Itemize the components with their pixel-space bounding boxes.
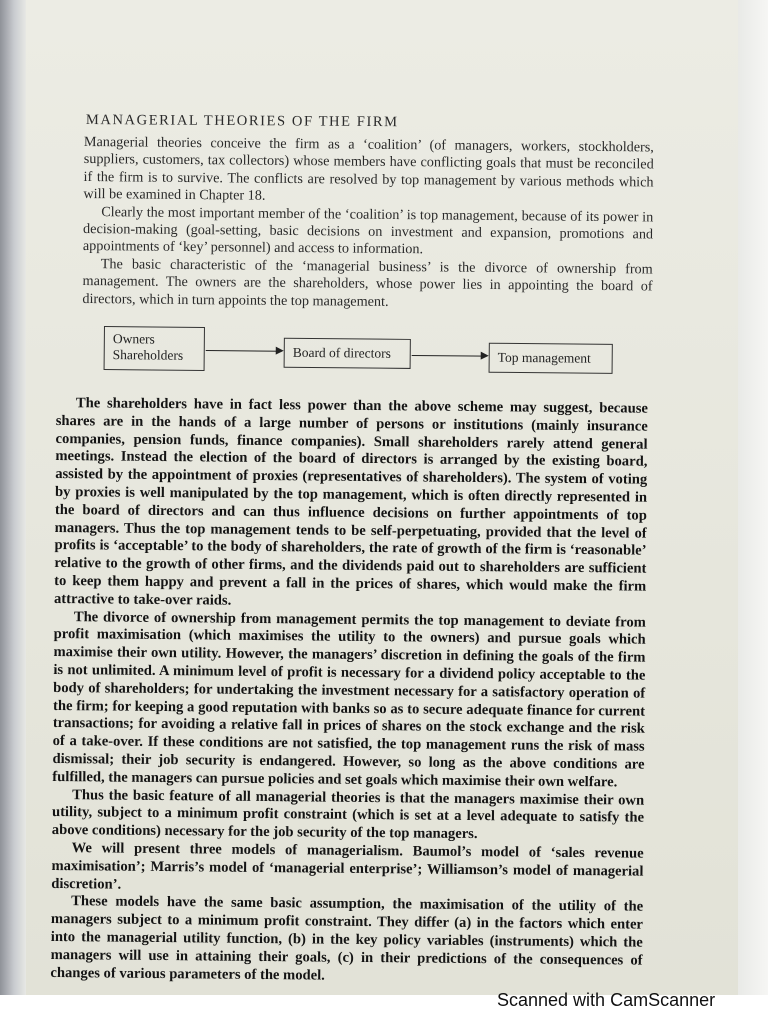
intro-paragraph-3: The basic characteristic of the ‘managerial business’ is the divorce of ownership from management. The owners are the shareholders, whose power lies in appointing the board of directors, which in turn appoints the top management.	[82, 256, 653, 310]
page-right-margin	[736, 0, 768, 995]
arrow-right-icon	[412, 355, 487, 357]
ownership-diagram	[104, 324, 624, 381]
section-title: MANAGERIAL THEORIES OF THE FIRM	[85, 112, 399, 131]
board-of-directors-label: Board of directors	[292, 344, 392, 361]
top-management-label: Top management	[497, 349, 591, 366]
body-paragraph-5: These models have the same basic assumption, the maximisation of the utility of the managers subject to a minimum profit constraint. They differ (a) in the factors which enter into the managerial utility function, (b) in the key policy variables (instruments) which the managers will use in attaining their goals, (c) in their predictions of the consequences of changes of various parameters of the model.	[50, 893, 644, 984]
intro-paragraph-1: Managerial theories conceive the firm as a ‘coalition’ (of managers, workers, stockholders, suppliers, customers, tax collectors) whose members have conflicting goals that must be reconciled if the firm is to survive. The conflicts are resolved by top management by various methods which will be examined in Chapter 18.	[83, 134, 654, 204]
body-paragraph-1: The shareholders have in fact less power than the above scheme may suggest, because shares are in the hands of a large number of persons or institutions (mainly insurance companies, pension funds, finance companies). Small shareholders rarely attend general meetings. Instead the election of the board of directors is arranged by the existing board, assisted by the appointment of proxies (representatives of shareholders). The system of voting by proxies is well manipulated by the top management, which is often directly represented in the board of directors and can thus influence decisions on further appointments of top managers. Thus the top management tends to be self-perpetuating, provided that the level of profits is ‘acceptable’ to the body of shareholders, the rate of growth of the firm is ‘reasonable’ relative to the growth of other firms, and the dividends paid out to shareholders are sufficient to keep them happy and prevent a fall in the prices of shares, which would make the firm attractive to take-over raids.	[53, 395, 648, 609]
book-spine-shadow	[0, 0, 26, 995]
body-text	[50, 395, 648, 988]
arrow-right-icon	[206, 350, 282, 352]
board-of-directors-box	[284, 338, 411, 369]
owners-label: Owners	[112, 331, 155, 347]
body-paragraph-4: We will present three models of managerialism. Baumol’s model of ‘sales revenue maximisation’; Marris’s model of ‘managerial enterprise’; Williamson’s model of managerial discretion’.	[51, 840, 644, 893]
scanner-watermark: Scanned with CamScanner	[497, 990, 716, 1010]
intro-text	[82, 134, 654, 314]
shareholders-label: Shareholders	[112, 347, 184, 363]
owners-shareholders-box	[104, 326, 205, 371]
top-management-box	[489, 343, 613, 374]
intro-paragraph-2: Clearly the most important member of the ‘coalition’ is top management, because of its power in decision-making (goal-setting, basic decisions on investment and expansion, promotions and appointments of ‘key’ personnel) and access to information.	[82, 203, 654, 258]
body-paragraph-3: Thus the basic feature of all managerial theories is that the managers maximise their own utility, subject to a minimum profit constraint (which is set at a level adequate to satisfy the above conditions) necessary for the job security of the top managers.	[51, 786, 645, 843]
scanned-page	[26, 0, 738, 995]
body-paragraph-2: The divorce of ownership from management permits the top management to deviate from profit maximisation (which maximises the utility to the owners) and pursue goals which maximise their own utility. However, the managers’ discretion in defining the goals of the firm is not unlimited. A minimum level of profit is necessary for a dividend policy acceptable to the body of shareholders; for undertaking the investment necessary for a satisfactory operation of the firm; for keeping a good reputation with banks so as to secure adequate finance for current transactions; for avoiding a relative fall in prices of shares on the stock exchange and the risk of a take-over. If these conditions are not satisfied, the top management runs the risk of mass dismissal; their job security is endangered. However, so long as the above conditions are fulfilled, the managers can pursue policies and set goals which maximise their own welfare.	[52, 608, 646, 791]
